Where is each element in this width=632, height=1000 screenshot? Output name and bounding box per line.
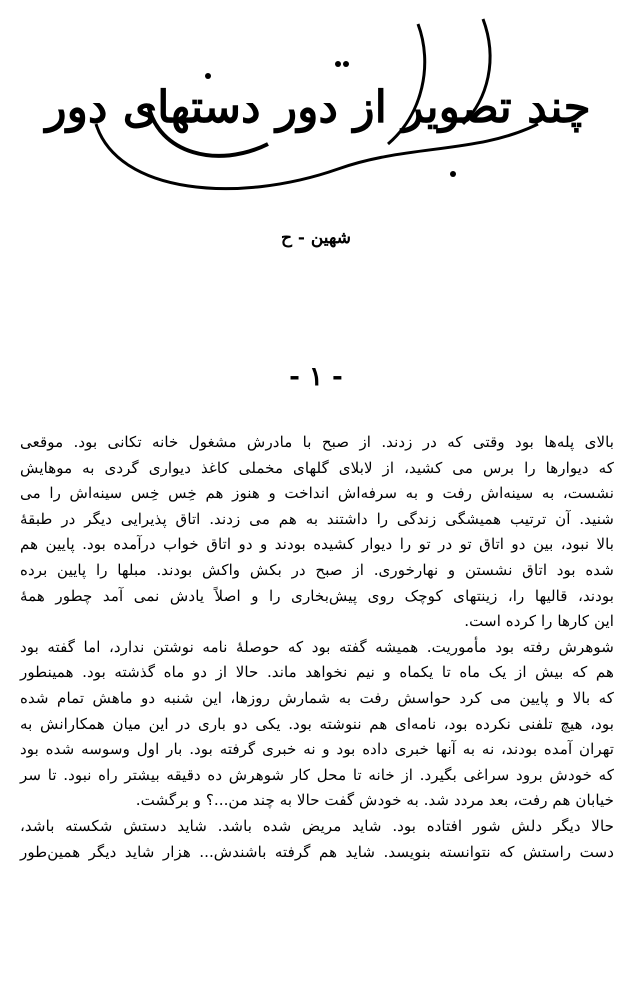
text-line: بالای پله‌ها بود وقتی که در زدند. از صبح با مادرش مشغول خانه تکانی بود. موقعی bbox=[20, 433, 614, 451]
text-line: خیابان هم رفت، بعد مردد شد. به خودش گفت حالا به چند من...؟ و برگشت. bbox=[135, 791, 614, 810]
text-line: شنید. آن ترتیب همیشگی زندگی را داشتند به هم می زدند. اتاق پذیرایی دیگر در طبقهٔ bbox=[20, 509, 614, 528]
calligraphic-title bbox=[45, 4, 591, 214]
text-line: که خودش برود سراغی بگیرد. از خانه تا محل کار شوهرش ده دقیقه بیشتر راه نبود. تا سر bbox=[20, 765, 614, 784]
text-line: نشست، به سینه‌اش رفت و به سرفه‌اش انداخت و هنوز هم خِس خِس سینه‌اش را می bbox=[20, 484, 614, 503]
body-text bbox=[20, 430, 614, 865]
paragraph-1 bbox=[20, 430, 614, 635]
text-line: که دیوارها را برس می کشید، از لابلای گلهای مخملی کاغذ دیواری گردی به موهایش bbox=[20, 458, 614, 477]
text-line: که بالا و پایین می کرد حواسش رفت به شمارش روزها، این شنبه دو ماهش تمام شده bbox=[20, 688, 614, 707]
paragraph-3 bbox=[20, 814, 614, 865]
text-line: هم که بیش از یک ماه تا یکماه و نیم نخواهد ماند. حالا از دو ماه گذشته بود. همینطور bbox=[20, 663, 614, 682]
text-line: شوهرش رفته بود مأموریت. همیشه گفته بود که حوصلهٔ نامه نوشتن ندارد، اما گفته بود bbox=[20, 637, 614, 656]
text-line: بودند، قالیها را، زینتهای کوچک روی پیش‌بخاری را و اصلاً یادش نمی آمد چطور همهٔ bbox=[20, 586, 614, 605]
title-text: چند تصویر از دور دستهای دور bbox=[45, 82, 591, 133]
chapter-number: - ۱ - bbox=[289, 362, 343, 392]
text-line: تهران آمده بودند، نه به آنها خبری داده بود و نه خبری گرفته بود. بار اول وسوسه شده بود bbox=[20, 740, 614, 759]
text-line: حالا دیگر دلش شور افتاده بود. شاید مریض شده باشد. شاید دستش شکسته باشد، bbox=[20, 816, 614, 835]
author-name: شهین - ح bbox=[280, 228, 352, 248]
text-line: دست راستش که نتوانسته بنویسد. شاید هم گرفته باشندش... هزار شاید دیگر همین‌طور bbox=[20, 842, 614, 861]
text-line: بود، هیچ تلفنی نکرده بود، نامه‌ای هم ننوشته بود. یکی دو باری در این میان همکارانش به bbox=[20, 714, 614, 733]
paragraph-2 bbox=[20, 635, 614, 814]
text-line: بالا نبود، بین دو اتاق تو در تو را دیوار کشیده بودند و دو اتاق خواب درآمده بود. پایین هم bbox=[20, 535, 614, 554]
text-line: شده بود اتاق نشستن و نهارخوری. از صبح در بکش واکش بودند. مبلها را پایین برده bbox=[20, 560, 614, 579]
text-line: این کارها را کرده است. bbox=[464, 612, 614, 631]
